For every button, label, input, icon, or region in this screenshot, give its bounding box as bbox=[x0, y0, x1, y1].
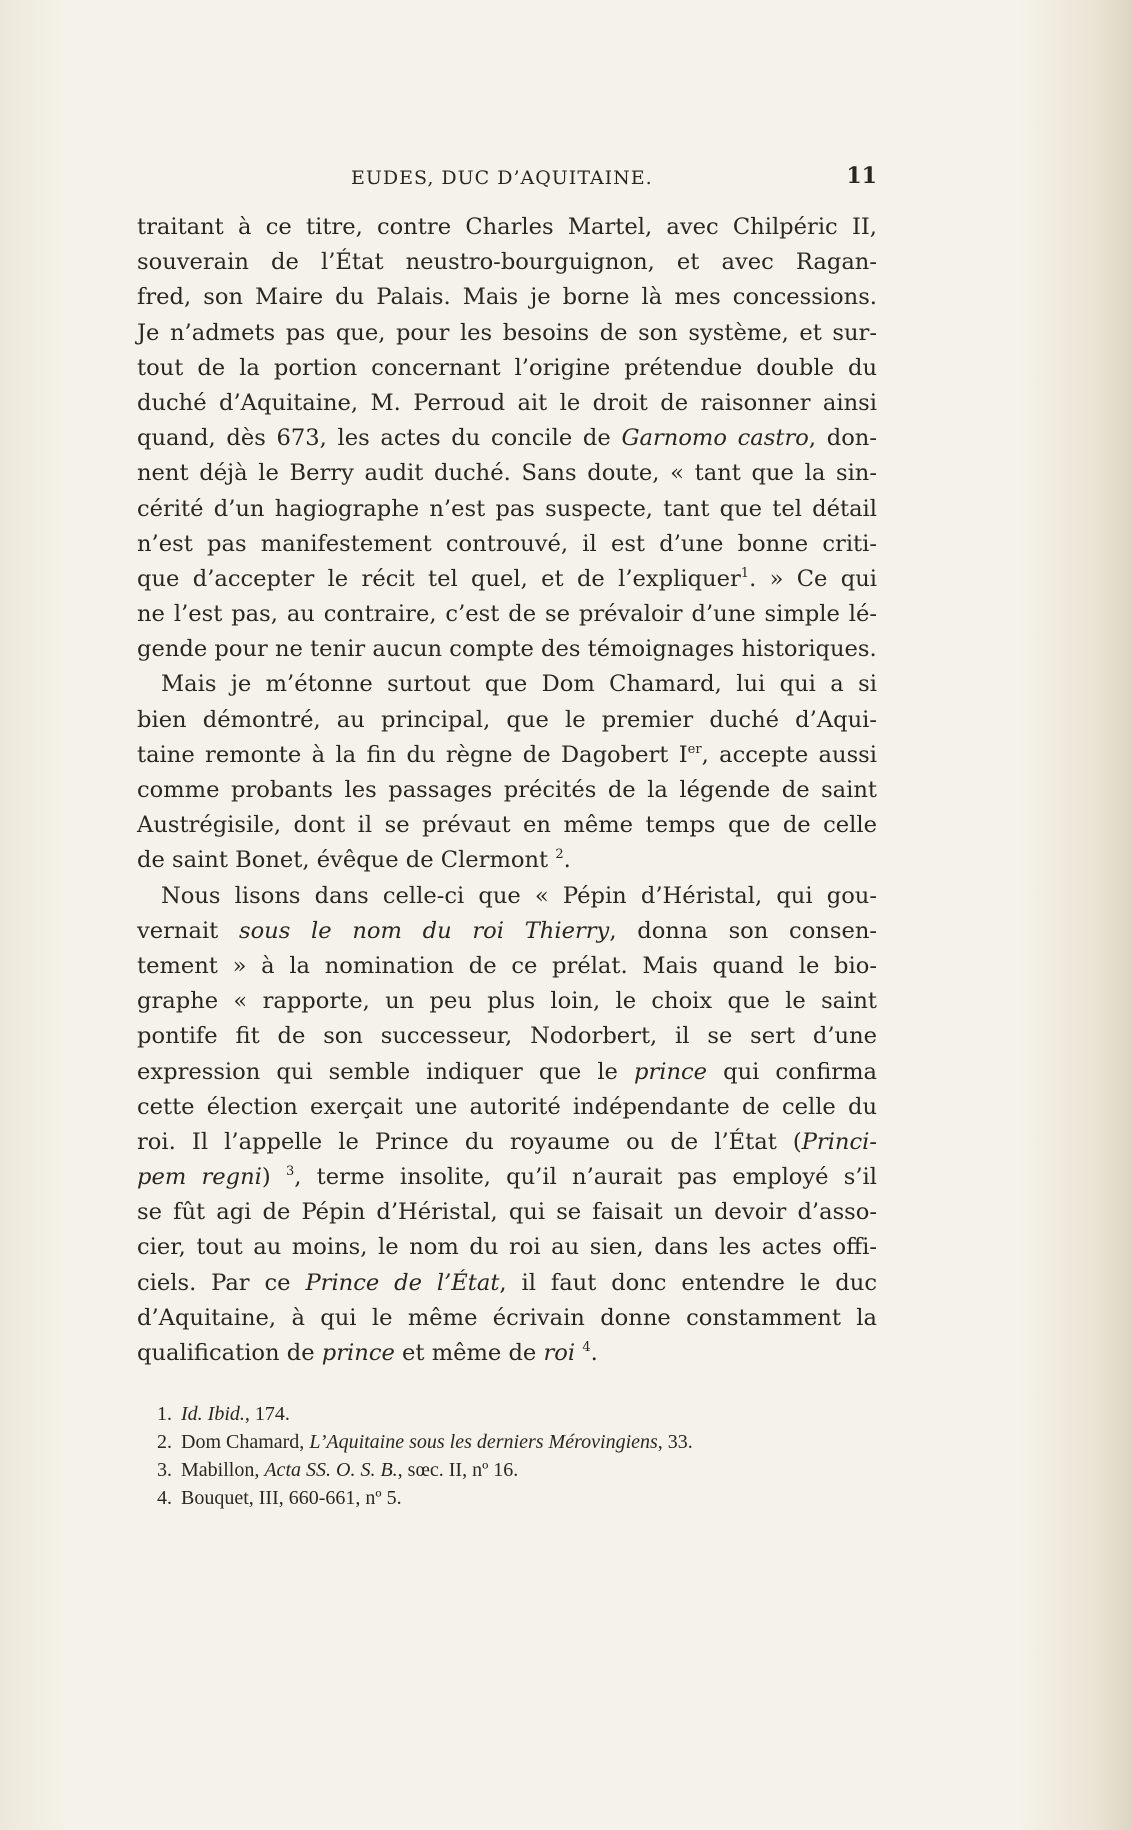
text-line bbox=[137, 386, 877, 421]
text-run: graphe « rapporte, un peu plus loin, le choix que le saint bbox=[137, 988, 877, 1015]
text-run: Mabillon, bbox=[181, 1459, 265, 1481]
body-text bbox=[137, 210, 877, 1371]
text-run: , 174. bbox=[244, 1403, 290, 1425]
footnote bbox=[157, 1400, 877, 1428]
text-run: , terme insolite, qu’il n’aurait pas employé s’il bbox=[294, 1164, 877, 1191]
text-line bbox=[137, 351, 877, 386]
text-run: gende pour ne tenir aucun compte des témoignages historiques. bbox=[137, 636, 877, 663]
italic-text: Garnomo castro bbox=[621, 425, 809, 452]
text-line bbox=[137, 280, 877, 315]
text-line bbox=[137, 1160, 877, 1195]
text-run: , accepte aussi bbox=[701, 741, 877, 768]
italic-text: Prince de l’État bbox=[305, 1269, 500, 1296]
text-run: expression qui semble indiquer que le bbox=[137, 1058, 634, 1085]
text-run: . » Ce qui bbox=[749, 565, 878, 592]
text-run: Dom Chamard, bbox=[181, 1431, 310, 1453]
italic-text: Acta SS. O. S. B. bbox=[264, 1459, 398, 1481]
footnote-number: 1. bbox=[157, 1403, 172, 1425]
text-line bbox=[137, 1301, 877, 1336]
footnotes bbox=[157, 1400, 877, 1512]
italic-text: prince bbox=[321, 1340, 395, 1366]
text-line bbox=[137, 949, 877, 984]
text-run: vernait bbox=[137, 917, 239, 944]
text-run: bien démontré, au principal, que le premier duché d’Aqui- bbox=[137, 706, 877, 733]
text-run: ciels. Par ce bbox=[137, 1269, 306, 1296]
text-run: qui confirma bbox=[707, 1058, 877, 1085]
footnote-ref: 2 bbox=[555, 847, 564, 863]
footnote-number: 3. bbox=[157, 1459, 172, 1481]
text-line bbox=[137, 1090, 877, 1125]
text-run: n’est pas manifestement controuvé, il est d’une bonne criti- bbox=[137, 530, 877, 557]
text-line bbox=[137, 914, 877, 949]
text-run: roi. Il l’appelle le Prince du royaume ou de l’État ( bbox=[137, 1128, 802, 1155]
text-line bbox=[137, 527, 877, 562]
text-line bbox=[137, 210, 877, 245]
footnote-number: 4. bbox=[157, 1487, 172, 1509]
text-run: , don- bbox=[808, 425, 877, 452]
text-line bbox=[137, 1055, 877, 1090]
text-run: Nous lisons dans celle-ci que « Pépin d’Héristal, qui gou- bbox=[161, 882, 877, 909]
text-line bbox=[137, 562, 877, 597]
text-line bbox=[137, 597, 877, 632]
footnote bbox=[157, 1428, 877, 1456]
text-run: comme probants les passages précités de la légende de saint bbox=[137, 777, 877, 803]
text-run: cérité d’un hagiographe n’est pas suspecte, tant que tel détail bbox=[137, 495, 877, 522]
text-run: . bbox=[590, 1340, 598, 1366]
text-line bbox=[137, 1125, 877, 1160]
text-line bbox=[137, 667, 877, 702]
italic-text: Id. Ibid. bbox=[181, 1403, 245, 1425]
text-run: que d’accepter le récit tel quel, et de l’expliquer bbox=[137, 565, 741, 592]
text-run: duché d’Aquitaine, M. Perroud ait le droit de raisonner ainsi bbox=[137, 389, 877, 416]
text-run: Bouquet, III, 660-661, nº 5. bbox=[181, 1487, 402, 1509]
italic-text: Princi- bbox=[801, 1128, 877, 1155]
text-line bbox=[137, 879, 877, 914]
text-run: qualification de bbox=[137, 1340, 322, 1366]
text-line bbox=[137, 808, 877, 843]
italic-text: roi bbox=[543, 1340, 576, 1366]
text-line bbox=[137, 1266, 877, 1301]
text-run: cette élection exerçait une autorité indépendante de celle du bbox=[137, 1093, 877, 1120]
italic-text: prince bbox=[633, 1058, 708, 1085]
text-run: tout de la portion concernant l’origine prétendue double du bbox=[137, 354, 877, 381]
page-number: 11 bbox=[846, 163, 877, 189]
text-line bbox=[137, 843, 877, 878]
text-run: traitant à ce titre, contre Charles Martel, avec Chilpéric II, bbox=[137, 214, 877, 240]
text-run: , sœc. II, nº 16. bbox=[397, 1459, 519, 1481]
text-run: nent déjà le Berry audit duché. Sans doute, « tant que la sin- bbox=[137, 460, 877, 487]
footnote-number: 2. bbox=[157, 1431, 172, 1453]
text-run: ne l’est pas, au contraire, c’est de se prévaloir d’une simple lé- bbox=[137, 601, 877, 628]
footnote bbox=[157, 1484, 877, 1512]
italic-text: pem regni bbox=[137, 1164, 262, 1191]
running-title: EUDES, DUC D’AQUITAINE. bbox=[351, 167, 653, 189]
text-run: cier, tout au moins, le nom du roi au sien, dans les actes offi- bbox=[137, 1234, 877, 1261]
text-line bbox=[137, 456, 877, 491]
text-line bbox=[137, 1195, 877, 1230]
text-line bbox=[137, 984, 877, 1019]
text-line bbox=[137, 1336, 877, 1371]
italic-text: L’Aquitaine sous les derniers Mérovingiens bbox=[309, 1431, 658, 1453]
text-run: , il faut donc entendre le duc bbox=[499, 1269, 877, 1296]
text-run: , donna son consen- bbox=[609, 917, 878, 944]
text-line bbox=[137, 738, 877, 773]
text-line bbox=[137, 421, 877, 456]
text-run: fred, son Maire du Palais. Mais je borne là mes concessions. bbox=[137, 284, 877, 311]
footnote-ref: 1 bbox=[740, 565, 750, 581]
footnote-ref: 4 bbox=[582, 1340, 591, 1355]
text-run: de saint Bonet, évêque de Clermont bbox=[137, 847, 556, 874]
text-run: se fût agi de Pépin d’Héristal, qui se faisait un devoir d’asso- bbox=[137, 1199, 877, 1226]
text-run: et même de bbox=[394, 1340, 544, 1366]
text-line bbox=[137, 492, 877, 527]
footnote-ref: 3 bbox=[285, 1164, 295, 1180]
text-run: tement » à la nomination de ce prélat. Mais quand le bio- bbox=[137, 952, 877, 979]
text-run: Mais je m’étonne surtout que Dom Chamard, lui qui a si bbox=[161, 671, 877, 698]
italic-text: sous le nom du roi Thierry bbox=[238, 917, 610, 944]
text-line bbox=[137, 632, 877, 667]
text-run: quand, dès 673, les actes du concile de bbox=[137, 425, 622, 452]
text-run: . bbox=[563, 847, 571, 874]
text-run: d’Aquitaine, à qui le même écrivain donne constamment la bbox=[137, 1304, 877, 1331]
footnote-ref: er bbox=[687, 741, 702, 757]
text-run: , 33. bbox=[657, 1431, 693, 1453]
text-line bbox=[137, 1019, 877, 1054]
text-line bbox=[137, 1230, 877, 1265]
page-header bbox=[137, 163, 877, 195]
text-line bbox=[137, 703, 877, 738]
text-line bbox=[137, 773, 877, 808]
text-line bbox=[137, 316, 877, 351]
text-run: taine remonte à la fin du règne de Dagobert I bbox=[137, 741, 688, 768]
text-run: Austrégisile, dont il se prévaut en même temps que de celle bbox=[137, 812, 877, 839]
text-run: pontife fit de son successeur, Nodorbert, il se sert d’une bbox=[137, 1023, 877, 1050]
footnote bbox=[157, 1456, 877, 1484]
text-run: souverain de l’État neustro-bourguignon, et avec Ragan- bbox=[137, 249, 877, 276]
text-run: Je n’admets pas que, pour les besoins de son système, et sur- bbox=[137, 319, 877, 346]
text-line bbox=[137, 245, 877, 280]
text-run: ) bbox=[261, 1164, 286, 1191]
